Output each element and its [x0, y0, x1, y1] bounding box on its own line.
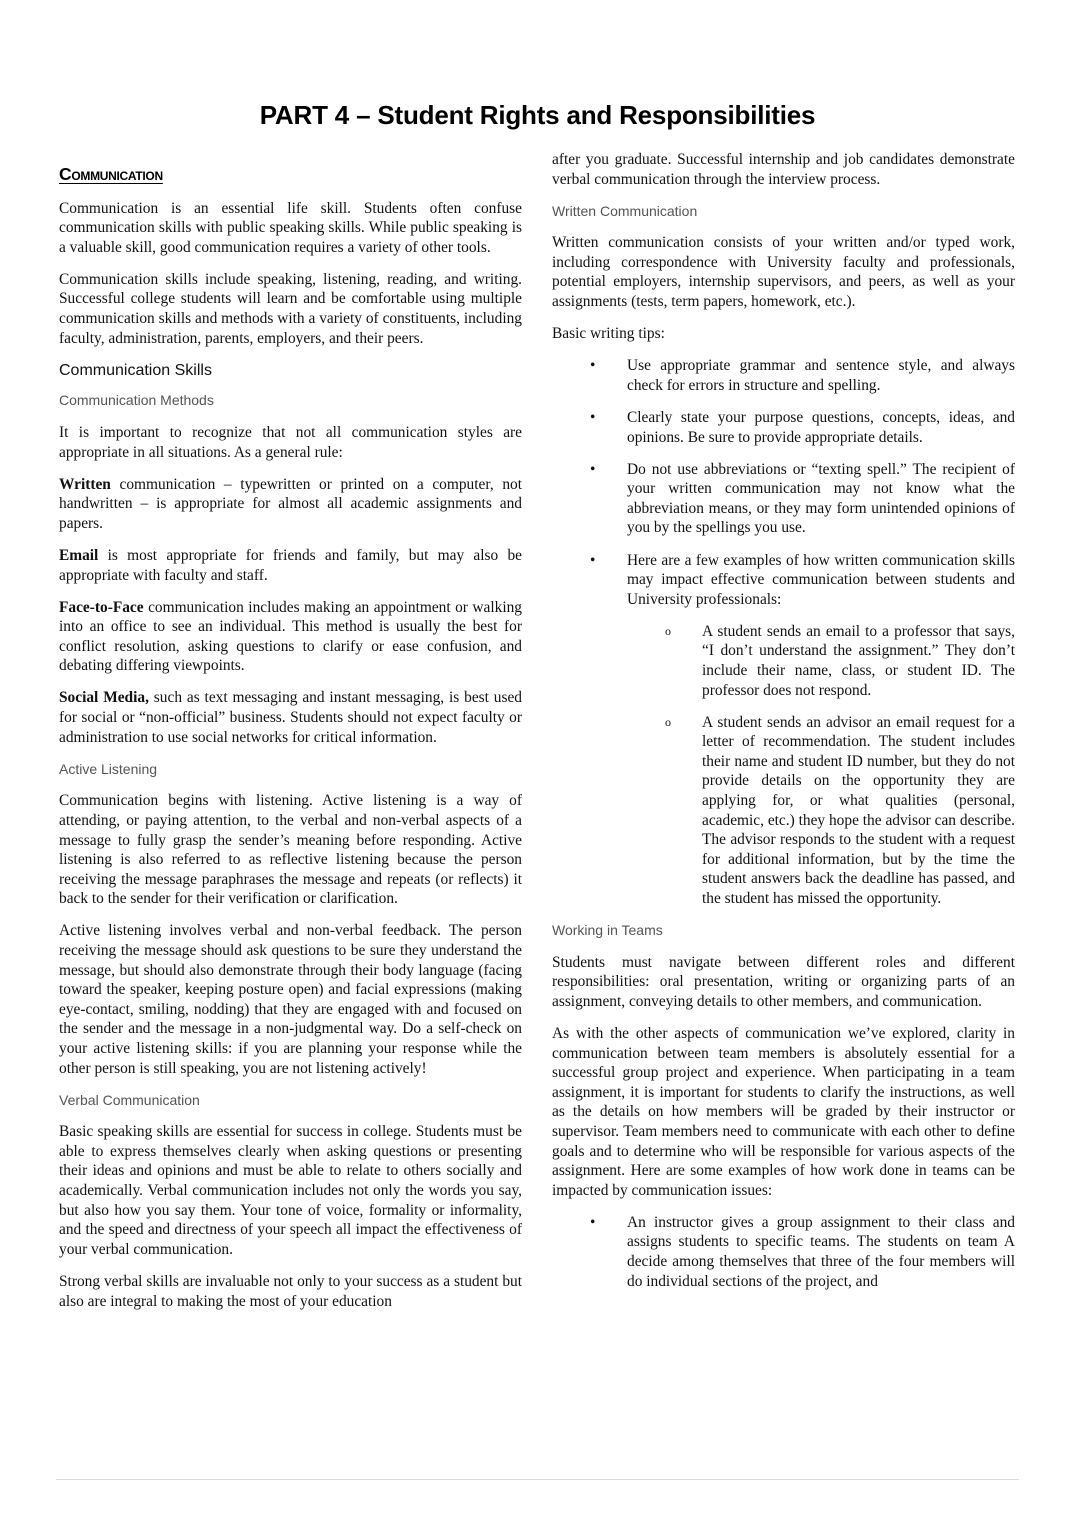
method-written [59, 475, 522, 534]
list-item-text: A student sends an email to a professor that says, “I don’t understand the assignment.” They don’t include their name, class, or student ID. The professor does not respond. [702, 622, 1015, 699]
verbal-paragraph-1: Basic speaking skills are essential for success in college. Students must be able to express themselves clearly when asking questions or presenting their ideas and opinions and must be able to relate to others socially and academically. Verbal communication includes not only the words you say, but also how you say them. Your tone of voice, formality or informality, and the speed and directness of your speech all impact the effectiveness of your verbal communication. [59, 1123, 522, 1258]
method-face-to-face [59, 598, 522, 676]
method-term: Social Media, [59, 689, 149, 707]
active-listening-paragraph-2: Active listening involves verbal and non-verbal feedback. The person receiving the message should ask questions to be sure they understand the message, but should also demonstrate through their body language (facing toward the speaker, keeping posture open) and facial expressions (making eye-contact, smiling, nodding) that they are engaged with and focused on the sender and the message in a non-judgmental way. Do a self-check on your active listening skills: if you are planning your response while the other person is still speaking, you are not listening actively! [59, 922, 522, 1077]
heading-communication-methods: Communication Methods [59, 392, 214, 409]
bullet-icon: • [590, 551, 596, 569]
list-item-text: A student sends an advisor an email request for a letter of recommendation. The student includes their name and student ID number, but they do not provide details on the opportunity they are applying for, or what qualities (personal, academic, etc.) they hope the advisor can describe. The advisor responds to the student with a request for additional information, but by the time the student answers back the deadline has passed, and the student has missed the opportunity. [702, 713, 1015, 907]
list-item [552, 713, 1015, 909]
heading-active-listening: Active Listening [59, 760, 158, 777]
list-item [552, 460, 1015, 538]
list-item-text: Use appropriate grammar and sentence style, and always check for errors in structure and spelling. [627, 357, 1015, 394]
heading-verbal-communication: Verbal Communication [59, 1091, 200, 1108]
list-item-text: Here are a few examples of how written communication skills may impact effective communication between students and University professionals: [627, 551, 1015, 608]
method-text: communication includes making an appointment or walking into an office to see an individual. This method is usually the best for conflict resolution, asking questions to clarify or ease confusion, and debating differing viewpoints. [59, 598, 522, 675]
hollow-bullet-icon: o [665, 714, 671, 729]
list-item [552, 622, 1015, 700]
footer-divider [56, 1479, 1019, 1480]
section-heading-communication: Communication [59, 164, 163, 184]
page-title: PART 4 – Student Rights and Responsibilities [259, 100, 816, 130]
teams-paragraph-2: As with the other aspects of communication we’ve explored, clarity in communication between team members is absolutely essential for a successful group project and experience. When participating in a team assignment, it is important for students to clarify the instructions, as well as the details on how members will be graded by their instructor or supervisor. Team members need to communicate with each other to define goals and to determine who will be responsible for various aspects of the assignment. Here are some examples of how work done in teams can be impacted by communication issues: [552, 1024, 1015, 1199]
list-item [552, 408, 1015, 447]
list-item-text: Clearly state your purpose questions, concepts, ideas, and opinions. Be sure to provide appropriate details. [627, 408, 1015, 446]
list-item [552, 356, 1015, 395]
continuation-paragraph: after you graduate. Successful internship and job candidates demonstrate verbal communication through the interview process. [552, 151, 1015, 188]
bullet-icon: • [590, 460, 596, 478]
verbal-paragraph-2: Strong verbal skills are invaluable not only to your success as a student but also are integral to making the most of your education [59, 1272, 522, 1310]
method-text: is most appropriate for friends and family, but may also be appropriate with faculty and staff. [59, 546, 522, 584]
hollow-bullet-icon: o [665, 623, 671, 638]
written-paragraph-1: Written communication consists of your written and/or typed work, including correspondence with University faculty and professionals, potential employers, internship supervisors, and peers, as well as your assignments (tests, term papers, homework, etc.). [552, 234, 1015, 311]
intro-paragraph-1: Communication is an essential life skill. Students often confuse communication skills with public speaking skills. While public speaking is a valuable skill, good communication requires a variety of other tools. [59, 199, 522, 256]
list-item-text: An instructor gives a group assignment to their class and assigns students to specific teams. The students on team A decide among themselves that three of the four members will do individual sections of the project, and [627, 1213, 1015, 1290]
method-social-media [59, 688, 522, 747]
method-email [59, 546, 522, 585]
heading-written-communication: Written Communication [552, 202, 698, 219]
method-term: Email [59, 546, 99, 564]
examples-list [552, 622, 1015, 909]
bullet-icon: • [590, 1213, 596, 1231]
teams-paragraph-1: Students must navigate between different roles and different responsibilities: oral presentation, writing or organizing parts of an assignment, conveying details to other members, and communication. [552, 953, 1015, 1010]
intro-paragraph-2: Communication skills include speaking, listening, reading, and writing. Successful college students will learn and be comfortable using multiple communication skills and methods with a variety of constituents, including faculty, administration, parents, employers, and their peers. [59, 270, 522, 347]
active-listening-paragraph-1: Communication begins with listening. Active listening is a way of attending, or paying attention, to the verbal and non-verbal aspects of a message to fully grasp the sender’s meaning before responding. Active listening is also referred to as reflective listening because the person receiving the message paraphrases the message and repeats (or reflects) it back to the sender for their verification or clarification. [59, 792, 522, 908]
bullet-icon: • [590, 357, 596, 375]
left-column [59, 150, 522, 1324]
methods-intro: It is important to recognize that not all communication styles are appropriate in all situations. As a general rule: [59, 423, 522, 461]
teams-examples-list [552, 1213, 1015, 1291]
method-term: Face-to-Face [59, 598, 144, 616]
writing-tips-list [552, 356, 1015, 609]
heading-communication-skills: Communication Skills [59, 361, 212, 379]
method-text: such as text messaging and instant messaging, is best used for social or “non-official” business. Students should not expect faculty or administration to use social networks for critical information. [59, 689, 522, 746]
heading-working-in-teams: Working in Teams [552, 922, 663, 939]
list-item-text: Do not use abbreviations or “texting spell.” The recipient of your written communication may not know what the abbreviation means, or they may form unintended opinions of you by the spellings you use. [627, 460, 1015, 537]
list-item [552, 1213, 1015, 1291]
tips-intro: Basic writing tips: [552, 325, 665, 343]
list-item [552, 551, 1015, 610]
method-text: communication – typewritten or printed on a computer, not handwritten – is appropriate for almost all academic assignments and papers. [59, 475, 522, 532]
method-term: Written [59, 475, 111, 493]
bullet-icon: • [590, 408, 596, 426]
right-column [552, 150, 1015, 1304]
